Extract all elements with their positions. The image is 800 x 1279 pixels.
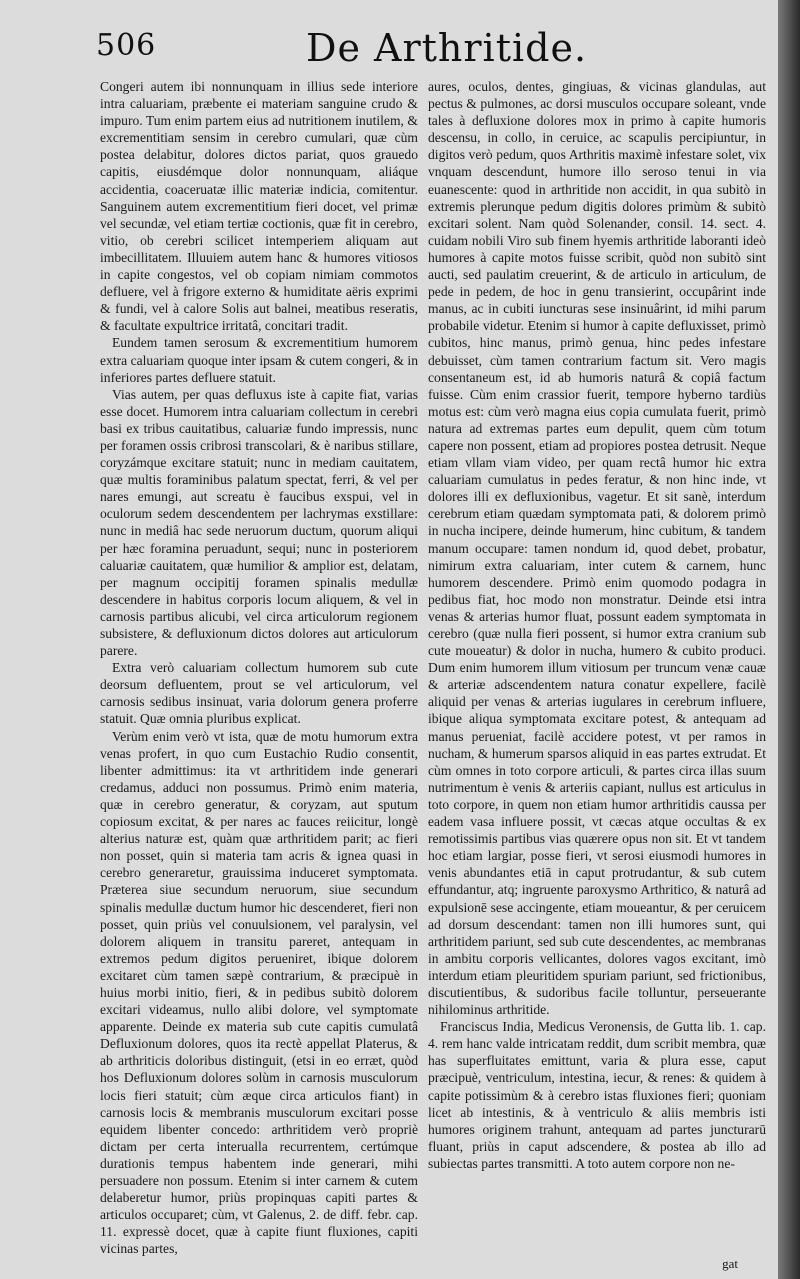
catchword: gat (722, 1256, 738, 1271)
left-paragraph-4: Extra verò caluariam collectum humorem sub cute deorsum defluentem, prout se vel articulorum, vel carnosis sedibus insinuat, varia dolorum genera proferre statuit. Quæ omnia pluribus explicat. (100, 660, 418, 727)
left-paragraph-3: Vias autem, per quas defluxus iste à capite fiat, varias esse docet. Humorem intra caluariam collectum in cerebri basi ex tribus cauitatibus, caluariæ fundo impressis, nunc per foramen ossis cribrosi transcolari, & è naribus stillare, coryzámque excitare statuit; nunc in mediam cauitatem, quæ multis foraminibus palatum spectat, ferri, & vel per nares emungi, aut screatu è faucibus exspui, vel in oculorum sedem descendentem per lachrymas exstillare: nunc in mediâ hac sede neruorum ductum, quorum aliqui per hæc foramina peruadunt, sequi; nunc in posteriorem caluariæ cauitatem, quæ humilior & amplior est, delatam, per magnum occipitij foramen spinalis medullæ descendere in habitus corporis locum aliquem, & vel in carnosis partibus alicubi, vel circa articulorum regionem subsistere, & defluxionum dictos dolores aut articulorum parere. (100, 386, 418, 659)
left-paragraph-1: Congeri autem ibi nonnunquam in illius sede interiore intra caluariam, præbente ei materiam sanguine crudo & impuro. Tum enim partem eius ad nutritionem inutilem, & excrementitiam sensim in cerebro cumulari, quæ cùm postea delabitur, dolores dictos pariat, quos grauedo capitis, eiusdémque dolor nonnunquam, aliáque accidentia, coaceruatæ illic materiæ indicia, comitentur. Sanguinem autem excrementitium fieri docet, vel primæ vel secundæ, vel etiam tertiæ coctionis, quæ fit in cerebro, vitio, ob cerebri scilicet intemperiem aliquam aut imbecillitatem. Illuuiem autem hanc & humores vitiosos in capite congestos, vel ob copiam nimiam commotos defluere, vel à frigore externo & humiditate aëris exprimi & fundi, vel à calore Solis aut balnei, meatibus reseratis, & facultate expultrice irritatâ, concitari tradit. (100, 79, 418, 334)
left-paragraph-5: Verùm enim verò vt ista, quæ de motu humorum extra venas profert, in quo cum Eustachio Rudio consentit, libenter admittimus: ita vt arthritidem inde generari credamus, adduci non possumus. Primò enim materia, quæ in cerebro generatur, & coryzam, aut sputum copiosum excitat, & per nares ac fauces reiicitur, longè alterius naturæ est, quàm quæ arthritidem parit; ac fieri non posset, quin si materia tam acris & ignea quasi in cerebro generaretur, grauissima induceret symptomata. Præterea siue secundum neruorum, siue secundum spinalis medullæ ductum humor hic descenderet, fieri non posset, quin priùs vel conuulsionem, vel paralysin, vel dolorem aliquem in transitu pareret, antequam in extremos pedum digitos perueniret, ibique dolorem excitaret cùm tamen sæpè contrarium, & præcipuè in huius morbi initio, fieri, & in pedibus subitò dolorem excitari videamus, nullo alibi dolore, vel symptomate apparente. Deinde ex materia sub cute capitis cumulatâ Defluxionum dolores, quos ita rectè appellat Platerus, & ab arthriticis doloribus distinguit, (etsi in eo erræt, quòd hos Defluxionum dolores solùm in carnosis musculorum locis fieri statuit; cùm æque circa articulos fiant) in carnosis locis & membranis musculorum excitari posse equidem libenter concedo: arthritidem verò propriè dictam per certa interualla recurrentem, certúmque durationis tempus habentem inde generari, mihi persuadere non possum. Etenim si inter carnem & cutem delaberetur humor, priùs propinquas capiti partes & articulos occuparet; cùm, vt Galenus, 2. de diff. febr. cap. 11. expressè docet, quæ à capite fiunt fluxiones, capiti vicinas partes, (100, 728, 418, 1257)
page-number: 506 (96, 28, 157, 63)
right-paragraph-1: aures, oculos, dentes, gingiuas, & vicinas glandulas, aut pectus & pulmones, ac dorsi musculos occupare soleant, vnde tales à defluxione dolores mox in primo à capite humoris descensu, in collo, in ceruice, ac scapulis percipiuntur, in digitos verò pedum, quos Arthritis maximè infestare solet, vix vnquam descendunt, humore illo seroso tenui in via euanescente: quod in arthritide non accidit, in qua subitò in extremis plerunque pedum digitis dolores primùm & subitò excitari solent. Nam quòd Solenander, consil. 14. sect. 4. cuidam nobili Viro sub finem hyemis arthritide laboranti ideò humores à capite motos fuisse scribit, quòd non subitò sint aucti, sed paulatim creuerint, & de articulo in articulum, de pede in pedem, de hoc in genu transierint, occupârint inde manus, ac in cubiti iuncturas sese insinuârint, id mihi parum probabile videtur. Etenim si humor à capite defluxisset, primò cubitos, hinc manus, primò genua, hinc pedes infestare debuisset, cùm tamen contrarium factum sit. Vero magis consentaneum est, id ab humoris naturâ & copiâ factum fuisse. Cùm enim crassior fuerit, tempore hyberno tardiùs motus est: cùm verò magna eius copia cumulata fuerit, primò natura ad extremas partes eum depulit, quem cùm totum capere non possent, etiam ad propiores postea detrusit. Neque etiam vllam viam video, per quam rectâ humor hic extra caluariam cumulatus in pedes feratur, & non hinc inde, vt dolores illi ex defluxionibus, vagetur. Et sit sanè, interdum cerebrum etiam quædam symptomata pati, & dolorem primò in nucha incipere, deinde humerum, hinc cubitum, & tandem manum occupare: tamen nondum id, quod debet, probatur, nimirum extra caluariam, inter cutem & carnem, hunc humorem descendere. Primò enim quomodo podagra in pedibus fiat, hoc modo non monstratur. Deinde etsi intra venas & arterias humor fluat, possunt eadem symptomata in cerebro (quæ nulla fieri possent, si humor extra cranium sub cute moueatur) & dolor in nucha, humero & cubito produci. Dum enim humorem illum vitiosum per truncum venæ cauæ & arteriæ adscendentem natura conatur expellere, facilè aliquid per venas & arterias iugulares in cerebrum influere, ibique aliqua symptomata excitare potest, & antequam ad manus perueniat, facilè accidere potest, vt per ramos in nucham, & humerum sparsos aliquid in eas partes extrudat. Et cùm omnes in toto corpore articuli, & partes circa illas suum nutrimentum è venis & arteriis capiant, nullus est articulus in toto corpore, in quem non etiam humor arthritidis caussa per eadem vasa influere possit, vt cæcas atque occultas & ex remotissimis partibus vias quærere opus non sit. Et vt tandem hoc etiam largiar, posse fieri, vt serosi eiusmodi humores in venis abundantes etiā in caput protrudantur, & sub cutem effundantur, atq; ingruente paroxysmo Arthritico, & naturâ ad expulsionē sese accingente, etiam moueantur, & per ceruicem ad dorsum descendant: tamen non illi humores sunt, qui arthritidem pariunt, sed sub cute descendentes, ac membranas in ambitu corporis vellicantes, dolores vagos excitant, imò interdum etiam pleuritidem spuriam pariunt, sed frictionibus, discutientibus, & sudoribus facile tolluntur, perseuerante nihilominus arthritide. (428, 79, 766, 1018)
left-paragraph-2: Eundem tamen serosum & excrementitium humorem extra caluariam quoque inter ipsam & cutem congeri, & in inferiores partes defluere statuit. (100, 335, 418, 385)
left-column (100, 78, 418, 1257)
page-gutter-shadow (778, 0, 800, 1279)
right-column (428, 78, 766, 1172)
running-title: De Arthritide. (306, 26, 588, 70)
right-paragraph-2: Franciscus India, Medicus Veronensis, de Gutta lib. 1. cap. 4. rem hanc valde intricatam reddit, dum scribit membra, quæ has superfluitates emittunt, varia & plura esse, caput præcipuè, ventriculum, intestina, iecur, & renes: & quidem à capite potissimùm & à cerebro istas fluxiones fieri; quoniam licet ab intestinis, & à ventriculo & aliis membris isti humores originem trahunt, antequam ad partes juncturarū fluant, priùs in caput adscendere, & postea ab illo ad subiectas partes transmitti. A toto autem corpore non ne- (428, 1019, 766, 1171)
